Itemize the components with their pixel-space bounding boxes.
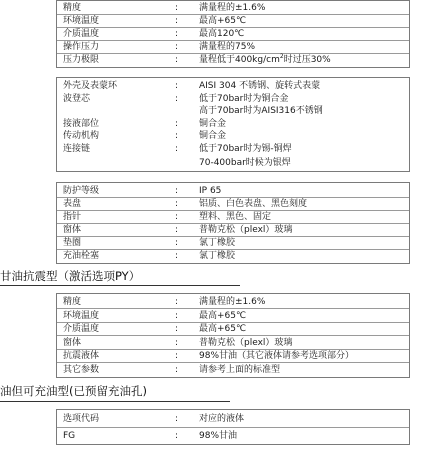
section-title-glycerin: 甘油抗震型（激活选项PY） [0, 269, 141, 283]
section-underline [0, 401, 230, 402]
row-connection-cont [57, 157, 409, 169]
row-label: 接液部位 [63, 119, 100, 129]
separator: : [175, 3, 179, 13]
row-value: 请参考上面的标准型 [199, 365, 281, 375]
row-value: 低于70bar时为锡-铜焊 [199, 144, 292, 154]
separator: : [175, 199, 179, 209]
row-label: 精度 [63, 3, 82, 13]
row-label: 充油栓塞 [63, 251, 100, 261]
row-value [199, 54, 331, 66]
row-label: 抗震液体 [63, 351, 100, 361]
row-value: 最高+65℃ [199, 16, 247, 26]
row-label: 垫圈 [63, 238, 82, 248]
row-label: 防护等级 [63, 186, 100, 196]
separator: : [175, 94, 179, 104]
row-value: 满量程的75% [199, 42, 256, 52]
row-value: 氯丁橡胶 [199, 238, 236, 248]
separator: : [175, 42, 179, 52]
separator: : [175, 212, 179, 222]
separator: : [175, 351, 179, 361]
row-accuracy [57, 2, 409, 15]
row-gasket [57, 237, 409, 250]
row-medium-temp [57, 323, 409, 336]
separator: : [175, 144, 179, 154]
separator: : [175, 324, 179, 334]
separator: : [175, 16, 179, 26]
row-value: IP 65 [199, 186, 222, 196]
row-option-header [57, 413, 409, 428]
section-underline [0, 285, 240, 286]
row-other-params [57, 364, 409, 376]
row-value: 满量程的±1.6% [199, 3, 266, 13]
row-label: 窗体 [63, 225, 82, 235]
row-label: 操作压力 [63, 42, 100, 52]
separator: : [175, 311, 179, 321]
row-value: 最高+65℃ [199, 311, 247, 321]
row-value: 普勒克松（plexl）玻璃 [199, 338, 293, 348]
separator: : [175, 431, 179, 441]
row-value: 塑料、黑色、固定 [199, 212, 272, 222]
row-label: 连接链 [63, 144, 91, 154]
separator: : [175, 186, 179, 196]
separator: : [175, 225, 179, 235]
separator: : [175, 55, 179, 65]
separator: : [175, 365, 179, 375]
separator: : [175, 131, 179, 141]
row-label: 窗体 [63, 338, 82, 348]
value-part: 时过压30% [283, 55, 331, 65]
row-accuracy [57, 296, 409, 309]
row-bourdon-tube [57, 93, 409, 105]
spec-table-general [56, 0, 410, 68]
row-value: 普勒克松（plexl）玻璃 [199, 225, 293, 235]
row-pressure-limit [57, 54, 409, 66]
row-label: 选项代码 [63, 414, 100, 424]
row-option-fg [57, 430, 409, 442]
row-value: 高于70bar时为AISI316不锈钢 [199, 106, 323, 116]
row-label: 传动机构 [63, 131, 100, 141]
row-value: 铜合金 [199, 131, 227, 141]
separator: : [175, 119, 179, 129]
row-value: 98%甘油（其它液体请参考选项部分） [199, 351, 355, 361]
spec-table-materials [56, 77, 410, 172]
row-label: 其它参数 [63, 365, 100, 375]
row-label: FG [63, 431, 76, 441]
row-bourdon-tube-cont [57, 105, 409, 117]
row-window [57, 337, 409, 350]
row-label: 外壳及表蒙环 [63, 81, 118, 91]
separator: : [175, 81, 179, 91]
row-value: 最高+65℃ [199, 324, 247, 334]
row-label: 压力极限 [63, 55, 100, 65]
spec-table-options [56, 409, 410, 445]
spec-table-glycerin [56, 293, 410, 378]
row-movement [57, 130, 409, 142]
row-value: 铝质、白色表盘、黑色刻度 [199, 199, 308, 209]
row-value: 铜合金 [199, 119, 227, 129]
separator: : [175, 297, 179, 307]
separator: : [175, 238, 179, 248]
row-label: 指针 [63, 212, 82, 222]
row-operating-pressure [57, 41, 409, 54]
row-value: 低于70bar时为铜合金 [199, 94, 289, 104]
row-label: 表盘 [63, 199, 82, 209]
row-wetted-parts [57, 118, 409, 130]
row-fill-plug [57, 250, 409, 262]
row-value: 氯丁橡胶 [199, 251, 236, 261]
separator: : [175, 414, 179, 424]
separator: : [175, 29, 179, 39]
row-window [57, 224, 409, 237]
row-label: 波登芯 [63, 94, 91, 104]
row-value: 对应的液体 [199, 414, 245, 424]
row-case [57, 80, 409, 92]
row-pointer [57, 211, 409, 224]
row-value: 最高120℃ [199, 29, 245, 39]
row-label: 环境温度 [63, 311, 100, 321]
value-superscript: 2 [279, 53, 284, 60]
row-protection [57, 185, 409, 198]
section-title-fillable: 油但可充油型(已预留充油孔) [0, 384, 147, 398]
row-value: 98%甘油 [199, 431, 238, 441]
row-value: AISI 304 不锈钢、旋转式表蒙 [199, 81, 321, 91]
row-label: 介质温度 [63, 29, 100, 39]
row-label: 环境温度 [63, 16, 100, 26]
row-value: 满量程的±1.6% [199, 297, 266, 307]
row-medium-temp [57, 28, 409, 41]
row-label: 介质温度 [63, 324, 100, 334]
row-value: 70-400bar时候为银焊 [199, 158, 291, 168]
value-part: 量程低于400kg/cm [199, 55, 280, 65]
separator: : [175, 338, 179, 348]
row-ambient-temp [57, 310, 409, 323]
row-connection [57, 143, 409, 155]
row-label: 精度 [63, 297, 82, 307]
spec-table-construction [56, 182, 410, 264]
row-ambient-temp [57, 15, 409, 28]
row-dial [57, 198, 409, 211]
row-damping-fluid [57, 350, 409, 363]
separator: : [175, 251, 179, 261]
